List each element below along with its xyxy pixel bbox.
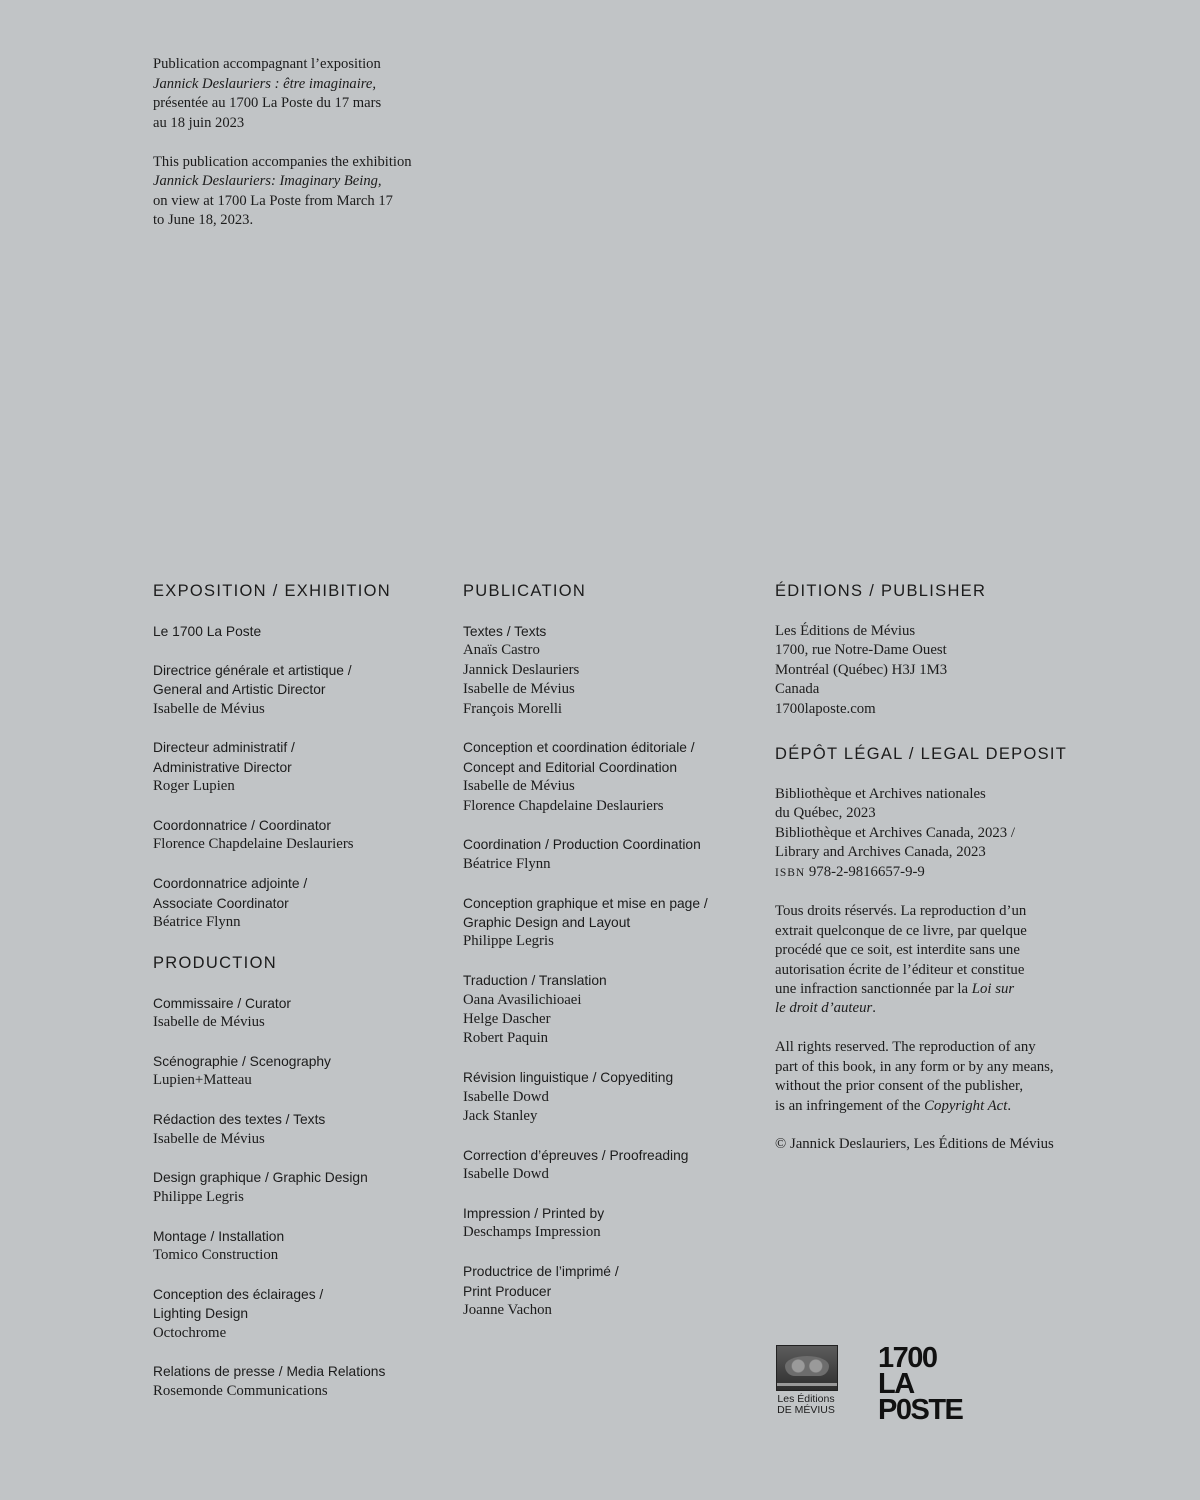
- section-title-legal-deposit: DÉPÔT LÉGAL / LEGAL DEPOSIT: [775, 745, 1068, 764]
- credit-role: Conception des éclairages /: [153, 1286, 324, 1302]
- credit-name: Oana Avasilichioaei: [463, 991, 582, 1008]
- credit-name: Jack Stanley: [463, 1108, 538, 1125]
- law-title: le droit d’auteur: [775, 1000, 873, 1017]
- rights-text: une infraction sanctionnée par la: [775, 981, 972, 998]
- credit-entry: [153, 1110, 443, 1149]
- intro-en-line: to June 18, 2023.: [153, 212, 254, 228]
- credit-name: Deschamps Impression: [463, 1224, 601, 1241]
- credit-name: François Morelli: [463, 700, 563, 717]
- credit-role: Montage / Installation: [153, 1228, 285, 1244]
- isbn-line: [775, 863, 1075, 883]
- credit-name: Lupien+Matteau: [153, 1072, 252, 1089]
- deposit-line: Bibliothèque et Archives Canada, 2023 /: [775, 824, 1015, 841]
- mevius-logo-line: DE MÉVIUS: [777, 1404, 835, 1416]
- rights-line: Tous droits réservés. La reproduction d’un: [775, 903, 1027, 920]
- credit-entry: [463, 971, 763, 1049]
- credit-entry: [463, 1068, 763, 1126]
- credit-entry: [463, 1262, 763, 1320]
- credit-role: Scénographie / Scenography: [153, 1054, 331, 1070]
- credit-name: Philippe Legris: [463, 933, 554, 950]
- credit-name: Isabelle Dowd: [463, 1166, 549, 1183]
- credit-role: Coordonnatrice / Coordinator: [153, 818, 331, 834]
- credit-name: Isabelle de Mévius: [153, 1130, 265, 1147]
- section-title-publication: PUBLICATION: [463, 582, 587, 600]
- credit-entry: [463, 1204, 763, 1243]
- credit-role: Relations de presse / Media Relations: [153, 1364, 386, 1380]
- intro-en-line: on view at 1700 La Poste from March 17: [153, 192, 393, 209]
- credit-name: Octochrome: [153, 1324, 227, 1341]
- copyright-notice: © Jannick Deslauriers, Les Éditions de Mévius: [775, 1136, 1054, 1153]
- credit-name: Isabelle de Mévius: [153, 700, 265, 717]
- credit-name: Philippe Legris: [153, 1188, 244, 1205]
- credit-role: Print Producer: [463, 1283, 552, 1299]
- credit-entry: [463, 835, 763, 874]
- credit-role: Correction d’épreuves / Proofreading: [463, 1147, 689, 1163]
- address-line: Montréal (Québec) H3J 1M3: [775, 661, 948, 678]
- credit-entry: [153, 1285, 443, 1343]
- intro-block: [153, 55, 453, 250]
- credit-entry: [463, 738, 763, 816]
- credit-role: Impression / Printed by: [463, 1206, 605, 1222]
- intro-en-line: This publication accompanies the exhibition: [153, 153, 412, 170]
- credit-name: Florence Chapdelaine Deslauriers: [463, 797, 664, 814]
- credit-name: Jannick Deslauriers: [463, 661, 580, 678]
- credit-role: Conception et coordination éditoriale /: [463, 740, 695, 756]
- credit-name: Béatrice Flynn: [153, 914, 241, 931]
- credit-entry: [153, 1168, 443, 1207]
- credit-role: Directrice générale et artistique /: [153, 662, 352, 678]
- address-line: 1700, rue Notre-Dame Ouest: [775, 642, 947, 659]
- section-title-exhibition: EXPOSITION / EXHIBITION: [153, 582, 392, 600]
- credit-name: Joanne Vachon: [463, 1302, 552, 1319]
- rights-line: without the prior consent of the publisher,: [775, 1078, 1024, 1095]
- legal-deposit-text: [775, 785, 1075, 883]
- section-title-publisher: ÉDITIONS / PUBLISHER: [775, 582, 987, 600]
- credit-name: Anaïs Castro: [463, 642, 540, 659]
- rights-text: .: [1007, 1097, 1012, 1114]
- credit-entry: [153, 1362, 443, 1401]
- credit-name: Florence Chapdelaine Deslauriers: [153, 836, 354, 853]
- credit-role: Rédaction des textes / Texts: [153, 1112, 326, 1128]
- credit-name: Helge Dascher: [463, 1011, 551, 1028]
- intro-en-title: Jannick Deslauriers: Imaginary Being,: [153, 173, 382, 189]
- credit-role: Lighting Design: [153, 1306, 249, 1322]
- rights-line: [775, 999, 1075, 1018]
- credit-entry: [153, 622, 443, 641]
- credits-column-publication: [463, 580, 763, 1340]
- credit-role: Graphic Design and Layout: [463, 915, 631, 931]
- column-capital-icon: [776, 1345, 838, 1391]
- credit-role: Textes / Texts: [463, 624, 547, 639]
- credit-entry: [463, 622, 763, 719]
- credit-entry: [153, 874, 443, 932]
- mevius-logo-text: [773, 1394, 839, 1416]
- credit-entry: [153, 994, 443, 1033]
- intro-french: [153, 55, 453, 133]
- laposte-logo-line: 1700: [878, 1342, 937, 1374]
- intro-fr-line: au 18 juin 2023: [153, 114, 245, 131]
- intro-fr-line: Publication accompagnant l’exposition: [153, 56, 381, 72]
- website-text: 1700laposte.com: [775, 700, 876, 717]
- laposte-logo-line: P0STE: [878, 1394, 963, 1426]
- credit-entry: [153, 661, 443, 719]
- rights-line: procédé que ce soit, est interdite sans une: [775, 942, 1020, 959]
- credit-name: Tomico Construction: [153, 1247, 279, 1264]
- credit-entry: [463, 1146, 763, 1185]
- credit-name: Béatrice Flynn: [463, 855, 551, 872]
- rights-text: .: [872, 1000, 876, 1017]
- intro-fr-line: présentée au 1700 La Poste du 17 mars: [153, 95, 382, 111]
- credit-name: Roger Lupien: [153, 778, 235, 795]
- intro-fr-title: Jannick Deslauriers : être imaginaire,: [153, 75, 377, 92]
- laposte-logo-line: LA: [878, 1368, 914, 1400]
- address-line: Les Éditions de Mévius: [775, 623, 916, 639]
- credit-entry: [153, 816, 443, 855]
- intro-english: [153, 153, 453, 231]
- credit-role: Productrice de l’imprimé /: [463, 1264, 619, 1280]
- deposit-line: Bibliothèque et Archives nationales: [775, 786, 986, 803]
- section-title-production: PRODUCTION: [153, 953, 277, 972]
- credit-name: Robert Paquin: [463, 1030, 549, 1047]
- rights-line: autorisation écrite de l’éditeur et constitue: [775, 961, 1025, 978]
- rights-line: part of this book, in any form or by any means,: [775, 1058, 1054, 1075]
- credit-name: Isabelle de Mévius: [153, 1014, 265, 1031]
- credit-role: Directeur administratif /: [153, 740, 295, 756]
- law-title: Copyright Act: [924, 1097, 1008, 1114]
- credit-entry: [153, 738, 443, 796]
- mevius-logo: [773, 1345, 839, 1417]
- rights-line: [775, 980, 1075, 999]
- credits-column-exhibition: [153, 580, 443, 1421]
- rights-line: extrait quelconque de ce livre, par quelque: [775, 922, 1027, 939]
- rights-english: [775, 1038, 1075, 1116]
- credit-role: Coordination / Production Coordination: [463, 837, 701, 853]
- credit-role: Révision linguistique / Copyediting: [463, 1070, 674, 1086]
- rights-line: All rights reserved. The reproduction of any: [775, 1039, 1036, 1056]
- rights-french: [775, 902, 1075, 1018]
- address-line: Canada: [775, 681, 820, 698]
- credit-role: Design graphique / Graphic Design: [153, 1170, 368, 1186]
- deposit-line: Library and Archives Canada, 2023: [775, 844, 986, 861]
- law-title: Loi sur: [971, 981, 1015, 998]
- credit-role: Traduction / Translation: [463, 973, 607, 989]
- publisher-address: [775, 622, 1075, 719]
- credit-name: Isabelle Dowd: [463, 1088, 549, 1105]
- credit-entry: [463, 894, 763, 952]
- isbn-value: 978-2-9816657-9-9: [808, 863, 925, 880]
- credit-role: Administrative Director: [153, 759, 292, 775]
- isbn-label: ISBN: [775, 866, 806, 879]
- rights-text: is an infringement of the: [775, 1097, 925, 1114]
- credit-entry: [153, 1052, 443, 1091]
- credit-name: Rosemonde Communications: [153, 1382, 328, 1399]
- credit-role: General and Artistic Director: [153, 682, 326, 698]
- rights-line: [775, 1097, 1075, 1116]
- credit-role: Commissaire / Curator: [153, 995, 291, 1011]
- credit-role: Le 1700 La Poste: [153, 624, 262, 639]
- laposte-logo: [878, 1342, 963, 1426]
- credit-role: Conception graphique et mise en page /: [463, 895, 708, 911]
- credit-role: Associate Coordinator: [153, 895, 289, 911]
- credit-entry: [153, 1227, 443, 1266]
- credit-name: Isabelle de Mévius: [463, 681, 575, 698]
- mevius-logo-line: Les Éditions: [777, 1393, 835, 1405]
- credit-role: Concept and Editorial Coordination: [463, 759, 677, 775]
- deposit-line: du Québec, 2023: [775, 805, 876, 822]
- credit-name: Isabelle de Mévius: [463, 778, 575, 795]
- credits-column-publisher: [775, 580, 1075, 1174]
- credit-role: Coordonnatrice adjointe /: [153, 876, 308, 892]
